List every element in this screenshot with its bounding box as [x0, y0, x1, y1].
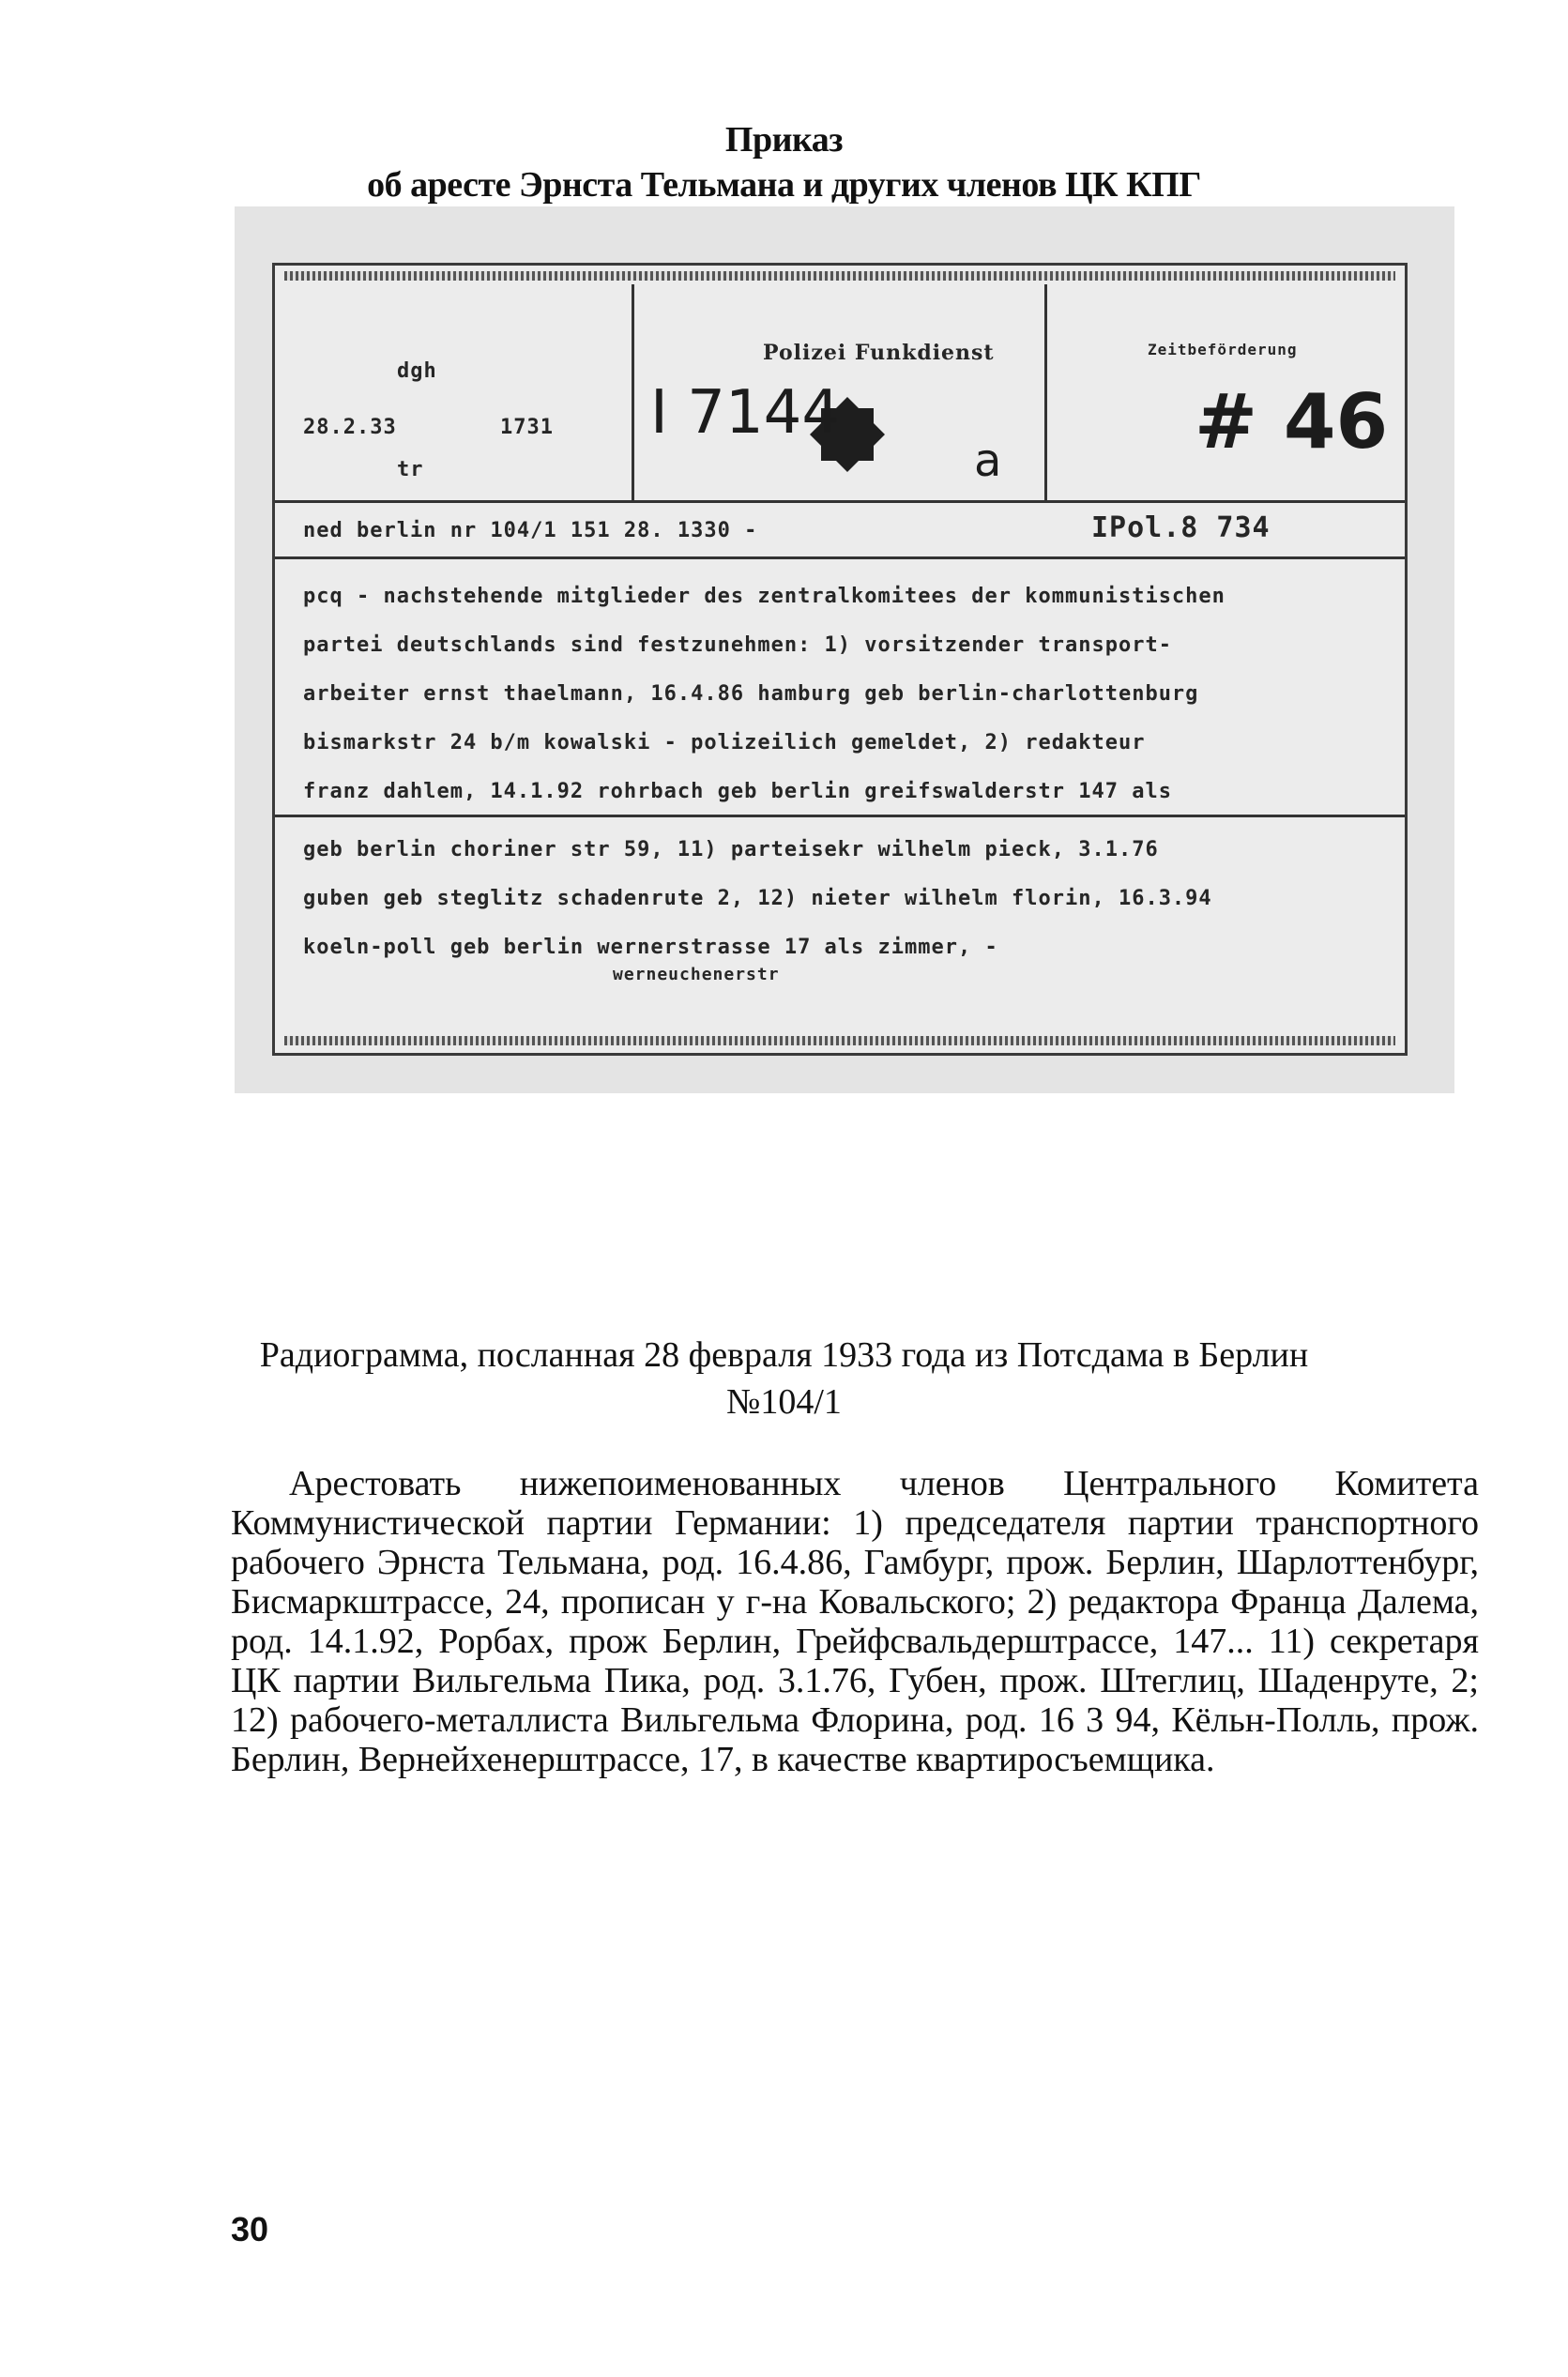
header-operator: tr	[397, 458, 424, 481]
page-subtitle: об аресте Эрнста Тельмана и других членов ЦК КПГ	[367, 165, 1201, 205]
telegram-line: geb berlin choriner str 59, 11) parteisekr wilhelm pieck, 3.1.76	[303, 838, 1159, 861]
header-code: dgh	[397, 359, 437, 383]
header-date: 28.2.33	[303, 416, 397, 439]
photo-caption: Радиограмма, посланная 28 февраля 1933 года из Потсдама в Берлин	[259, 1335, 1309, 1375]
translation-paragraph: Арестовать нижепоименованных членов Центрального Комитета Коммунистической партии Германии: 1) председателя партии транспортного рабочего Эрнста Тельмана, род. 16.4.86, Гамбург, прож. Берлин, Шарлоттенбург, Бисмаркштрассе, 24, прописан у г-на Ковальского; 2) редактора Франца Далема, род. 14.1.92, Рорбах, прож Берлин, Грейфсвальдерштрассе, 147... 11) секретаря ЦК партии Вильгельма Пика, род. 3.1.76, Губен, прож. Штеглиц, Шаденруте, 2; 12) рабочего-металлиста Вильгельма Флорина, род. 16 3 94, Кёльн-Полль, прож. Берлин, Вернейхенерштрассе, 17, в качестве квартиросъемщика.	[231, 1464, 1479, 1779]
page-number: 30	[231, 2210, 269, 2248]
header-office: Polizei Funkdienst	[763, 341, 995, 365]
page-title: Приказ	[724, 120, 844, 160]
form-rule	[275, 815, 1405, 817]
photo-caption-number: №104/1	[726, 1382, 842, 1422]
telegram-line: partei deutschlands sind festzunehmen: 1) vorsitzender transport-	[303, 633, 1172, 657]
telegram-line: bismarkstr 24 b/m kowalski - polizeilich gemeldet, 2) redakteur	[303, 731, 1146, 754]
handwritten-mark: I 7144	[650, 378, 841, 448]
form-rule	[275, 500, 1405, 503]
form-top-stripe	[284, 271, 1395, 281]
header-number: 1731	[500, 416, 554, 439]
telegram-line: arbeiter ernst thaelmann, 16.4.86 hamburg geb berlin-charlottenburg	[303, 682, 1199, 706]
telegram-line: pcq - nachstehende mitglieder des zentralkomitees der kommunistischen	[303, 585, 1225, 608]
stamp-reference: IPol.8 734	[1091, 511, 1271, 544]
telegram-photo	[235, 206, 1454, 1093]
header-right-label: Zeitbeförderung	[1148, 341, 1298, 358]
handwritten-letter: a	[974, 434, 1002, 487]
form-bottom-stripe	[284, 1036, 1395, 1045]
telegram-line: franz dahlem, 14.1.92 rohrbach geb berlin greifswalderstr 147 als	[303, 780, 1172, 803]
form-left-cell	[275, 284, 634, 500]
ref-line: ned berlin nr 104/1 151 28. 1330 -	[303, 519, 758, 542]
telegram-form	[272, 263, 1408, 1056]
telegram-line: koeln-poll geb berlin wernerstrasse 17 als zimmer, -	[303, 936, 998, 959]
telegram-line: guben geb steglitz schadenrute 2, 12) nieter wilhelm florin, 16.3.94	[303, 887, 1212, 910]
handwritten-number: # 46	[1195, 378, 1389, 465]
form-rule	[275, 556, 1405, 559]
telegram-line: werneuchenerstr	[613, 965, 780, 984]
